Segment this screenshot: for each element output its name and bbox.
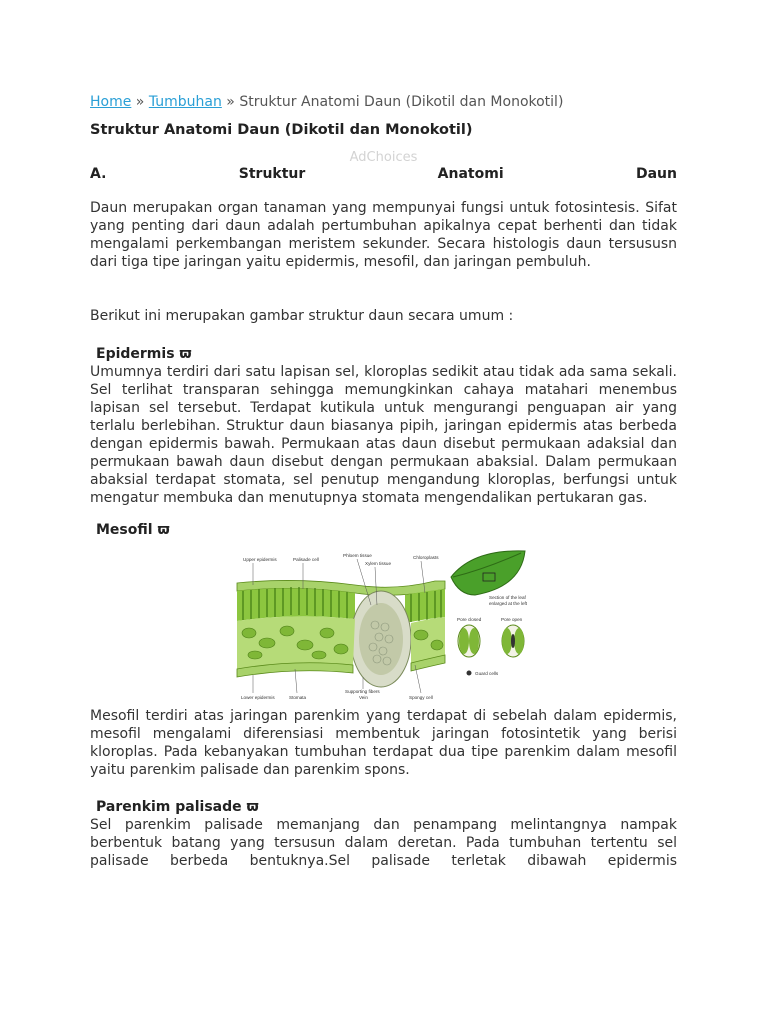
epidermis-paragraph: Umumnya terdiri dari satu lapisan sel, kloroplas sedikit atau tidak ada sama sekali. Sel terlihat transparan sehingga memungkinkan cahaya matahari menembus lapisan sel tersebut. Terdapat kutikula untuk mengurangi penguapan air yang terlalu berlebihan. Struktur daun biasanya pipih, jaringan epidermis atas berbeda dengan epidermis bawah. Permukaan atas daun disebut permukaan adaksial dan permukaan bawah daun disebut dengan permukaan abaksial. Dalam permukaan abaksial terdapat stomata, sel penutup mengandung kloroplas, berfungsi untuk mengatur membuka dan menutupnya stomata mengendalikan pertukaran gas. [90, 364, 677, 506]
label-guard-cells: Guard cells [475, 671, 499, 676]
palisade-heading-text: Parenkim palisade [96, 799, 242, 815]
epidermis-heading [90, 345, 677, 363]
bullet-symbol-icon: ϖ [246, 799, 259, 815]
palisade-paragraph: Sel parenkim palisade memanjang dan penampang melintangnya nampak berbentuk batang yang tersusun dalam deretan. Pada tumbuhan tertentu sel palisade berbeda bentuknya.Sel palisade terletak dibawah epidermis [90, 817, 677, 869]
mesofil-heading [90, 521, 677, 539]
mesofil-heading-text: Mesofil [96, 522, 153, 538]
label-upper-epidermis: Upper epidermis [243, 557, 277, 562]
epidermis-heading-text: Epidermis [96, 346, 175, 362]
label-lower-epidermis: Lower epidermis [241, 695, 275, 700]
page-title: Struktur Anatomi Daun (Dikotil dan Monokotil) [90, 122, 473, 138]
label-pore-closed: Pore closed [457, 617, 482, 622]
leaf-cross-section-illustration [235, 547, 531, 703]
breadcrumb-home-link[interactable]: Home [90, 94, 132, 110]
breadcrumb [90, 93, 677, 111]
mesofil-paragraph: Mesofil terdiri atas jaringan parenkim yang terdapat di sebelah dalam epidermis, mesofil mengalami diferensiasi membentuk jaringan fotosintetik yang berisi kloroplas. Pada kebanyakan tumbuhan terdapat dua tipe parenkim dalam mesofil yaitu parenkim palisade dan parenkim spons. [90, 708, 677, 778]
breadcrumb-separator: » [131, 94, 149, 110]
intro-paragraph: Daun merupakan organ tanaman yang mempunyai fungsi untuk fotosintesis. Sifat yang penting dari daun adalah pertumbuhan apikalnya cepat berhenti dan tidak mengalami perkembangan meristem sekunder. Secara histologis daun tersususn dari tiga tipe jaringan yaitu epidermis, mesofil, dan jaringan pembuluh. [90, 200, 677, 270]
label-xylem: Xylem tissue [365, 561, 392, 566]
leaf-structure-figure [235, 547, 531, 703]
palisade-heading [90, 798, 677, 816]
bullet-symbol-icon: ϖ [157, 522, 170, 538]
guard-cells-closed [458, 625, 480, 657]
label-phloem: Phloem tissue [343, 553, 372, 558]
guard-cells-open [502, 625, 524, 657]
figure-intro-paragraph: Berikut ini merupakan gambar struktur daun secara umum : [90, 308, 514, 324]
label-chloroplasts: Chloroplasts [413, 555, 439, 560]
breadcrumb-category-link[interactable]: Tumbuhan [148, 94, 222, 110]
guard-cells-marker-icon [467, 671, 472, 676]
label-spongy-cell: Spongy cell [409, 695, 433, 700]
spongy-layer [237, 616, 445, 669]
label-vein: Vein [359, 695, 368, 700]
vein-bundle [351, 591, 411, 687]
label-stomata: Stomata [289, 695, 307, 700]
label-section: Section of the leaf [489, 595, 526, 600]
label-palisade-cell: Palisade cell [293, 557, 319, 562]
adchoices-label[interactable]: AdChoices [349, 150, 418, 165]
label-supporting-fibers: Supporting fibers [345, 689, 380, 694]
breadcrumb-separator: » [221, 94, 240, 110]
breadcrumb-current: Struktur Anatomi Daun (Dikotil dan Monokotil) [239, 94, 564, 110]
document-page [90, 93, 677, 870]
section-a-heading: A. Struktur Anatomi Daun [90, 166, 677, 182]
label-enlarged: enlarged at the left [489, 601, 528, 606]
label-pore-open: Pore open [501, 617, 523, 622]
bullet-symbol-icon: ϖ [179, 346, 192, 362]
